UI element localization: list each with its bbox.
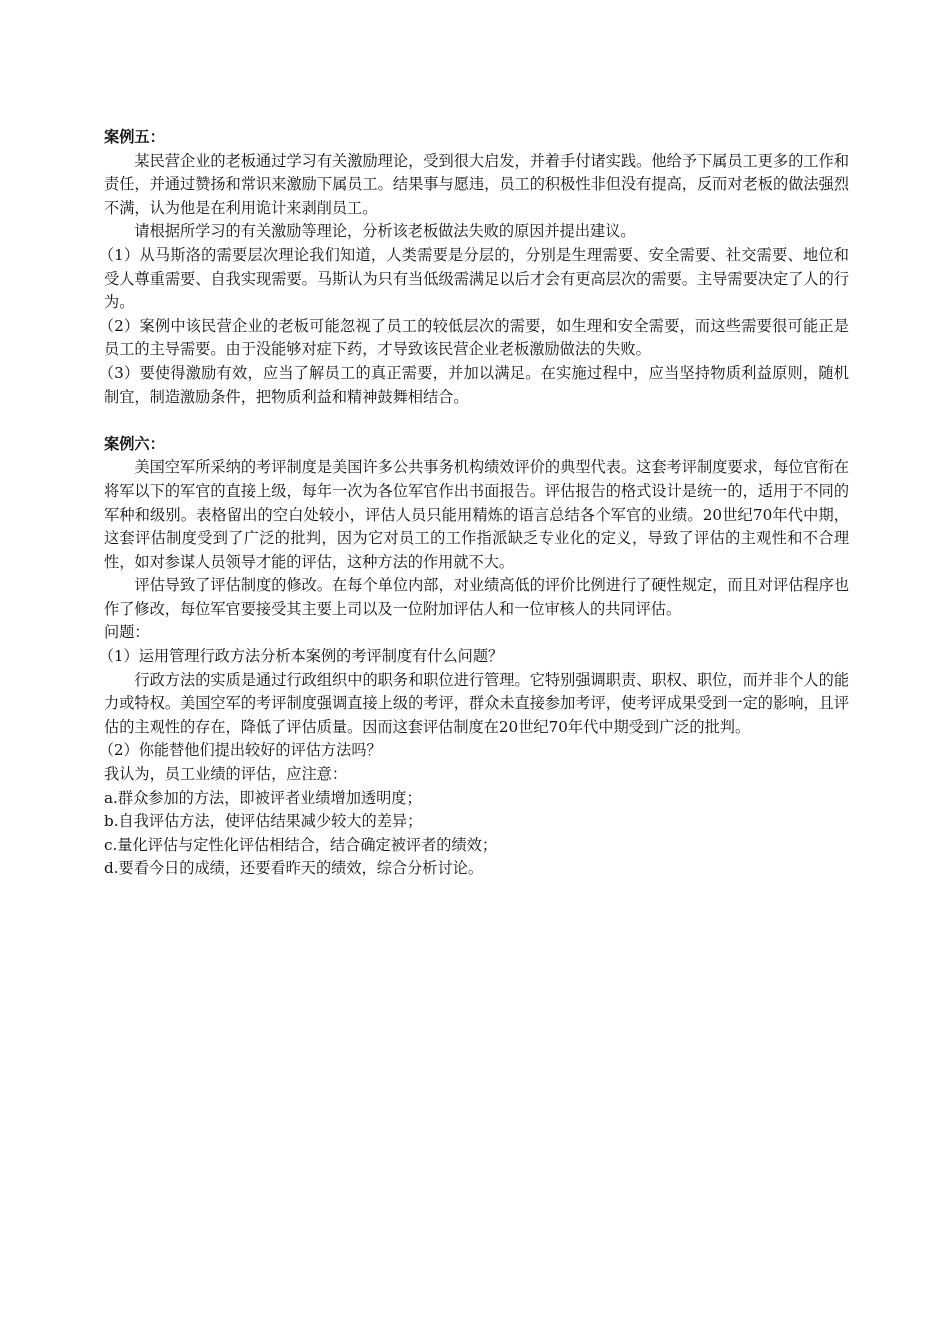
case5-item-1: （1）从马斯洛的需要层次理论我们知道，人类需要是分层的，分别是生理需要、安全需要、社交需要、地位和受人尊重需要、自我实现需要。马斯认为只有当低级需满足以后才会有更高层次的需要。主导需要决定了人的行为。 <box>98 245 849 312</box>
case5-item-3: （3）要使得激励有效，应当了解员工的真正需要，并加以满足。在实施过程中，应当坚持物质利益原则，随机制宜，制造激励条件，把物质利益和精神鼓舞相结合。 <box>98 363 849 406</box>
case6-answer-2-intro: 我认为，员工业绩的评估，应注意： <box>104 765 347 784</box>
case5-item-2: （2）案例中该民营企业的老板可能忽视了员工的较低层次的需要，如生理和安全需要，而这些需要很可能正是员工的主导需要。由于没能够对症下药，才导致该民营企业老板激励做法的失败。 <box>98 316 849 359</box>
section-spacer <box>104 409 849 433</box>
case5-title: 案例五： <box>104 128 165 146</box>
case6-answer-1: 行政方法的实质是通过行政组织中的职务和职位进行管理。它特别强调职责、职权、职位，而并非个人的能力或特权。美国空军的考评制度强调直接上级的考评，群众未直接参加考评，使考评成果受到一定的影响，且评估的主观性的存在，降低了评估质量。因而这套评估制度在20世纪70年代中期受到广泛的批判。 <box>104 670 849 736</box>
case6-answer-2-item-a: a.群众参加的方法，即被评者业绩增加透明度； <box>104 788 422 807</box>
case5-paragraph-1: 某民营企业的老板通过学习有关激励理论，受到很大启发，并着手付诸实践。他给予下属员工更多的工作和责任，并通过赞扬和常识来激励下属员工。结果事与愿违，员工的积极性非但没有提高，反而对老板的做法强烈不满，认为他是在利用诡计来剥削员工。 <box>104 151 849 217</box>
case6-question-label: 问题： <box>104 623 150 642</box>
case6-question-1: （1）运用管理行政方法分析本案例的考评制度有什么问题？ <box>98 647 504 666</box>
case6-title: 案例六： <box>104 434 165 453</box>
case6-answer-2-item-d: d.要看今日的成绩，还要看昨天的绩效，综合分析讨论。 <box>104 859 484 878</box>
case6-question-2: （2）你能替他们提出较好的评估方法吗？ <box>98 741 382 760</box>
case6-paragraph-1: 美国空军所采纳的考评制度是美国许多公共事务机构绩效评价的典型代表。这套考评制度要求，每位官衔在将军以下的军官的直接上级，每年一次为各位军官作出书面报告。评估报告的格式设计是统一的，适用于不同的军种和级别。表格留出的空白处较小，评估人员只能用精炼的语言总结各个军官的业绩。20世纪70年代中期，这套评估制度受到了广泛的批判，因为它对员工的工作指派缺乏专业化的定义，导致了评估的主观性和不合理性，如对参谋人员领导才能的评估，这种方法的作用就不大。 <box>104 458 849 571</box>
case6-answer-2-item-b: b.自我评估方法，使评估结果减少较大的差异； <box>104 812 423 831</box>
case5-paragraph-2: 请根据所学习的有关激励等理论，分析该老板做法失败的原因并提出建议。 <box>134 222 636 241</box>
case6-answer-2-item-c: c.量化评估与定性化评估相结合，结合确定被评者的绩效； <box>104 835 498 854</box>
document-body <box>98 126 849 881</box>
case6-paragraph-2: 评估导致了评估制度的修改。在每个单位内部，对业绩高低的评价比例进行了硬性规定，而且对评估程序也作了修改，每位军官要接受其主要上司以及一位附加评估人和一位审核人的共同评估。 <box>104 576 849 618</box>
